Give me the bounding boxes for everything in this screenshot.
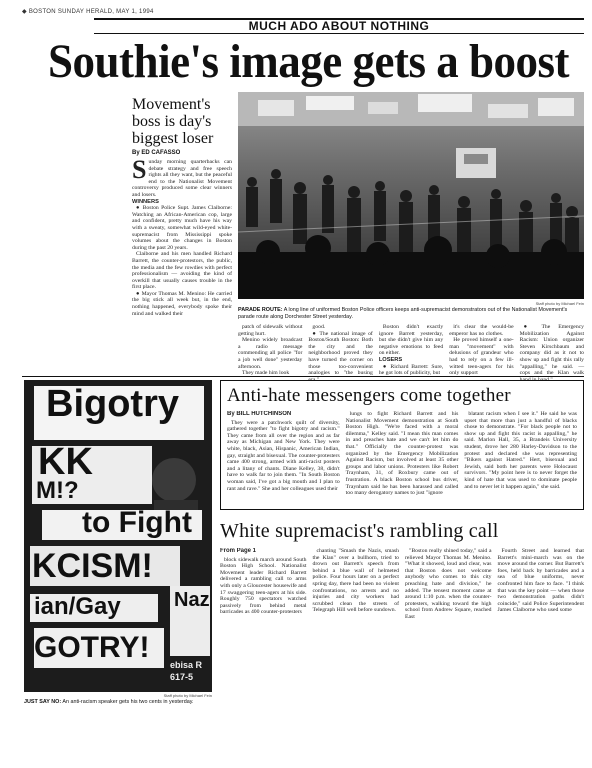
story1-losers-label: LOSERS bbox=[378, 356, 403, 363]
sign-line-6: Naz bbox=[174, 589, 210, 611]
story1-p3: ● Mayor Thomas M. Menino: He carried the big stick all week but, in the end, nothing happened, everybody spoke their mind and walked their bbox=[132, 290, 232, 317]
story2-col3-text: blatant racism when I see it." He said he was upset that more than just a handful of blacks chose to demonstrate. "For black people not to show up and fight this racist is appalling," he said. Marlon Hall, 35, a Brandeis University student, drove her 280 Harley-Davidson to the protest and declared she was representing "Bikers against Hatred." Hert, bisexual and Jewish, said both her parents were Holocaust survivors. "My point here is to never forget the kind of hate that was used to dominate people and to never let it happen again," she said. bbox=[464, 411, 577, 490]
story1-col3a: good. bbox=[312, 324, 326, 330]
parade-caption-label: PARADE ROUTE: bbox=[238, 307, 283, 313]
story3-col2-text: chanting "Smash the Nazis, smash the Klan" over a bullhorn, tried to drown out Barrett's speech from behind a blue wall of helmeted police. Four hours later on a perfect spring day, there had been no violent confrontations, no arrests and no injuries and city workers had scrubbed clean the streets of Telegraph Hill well before sundown. bbox=[312, 548, 399, 614]
story1-continued bbox=[238, 324, 585, 383]
sign-caption-label: JUST SAY NO: bbox=[24, 699, 62, 705]
section-title: MUCH ADO ABOUT NOTHING bbox=[248, 19, 430, 33]
story2-headline: Anti-hate messengers come together bbox=[227, 385, 511, 406]
story1-byline: By ED CAFASSO bbox=[132, 150, 181, 156]
story1-col4 bbox=[378, 324, 444, 377]
story3-col4 bbox=[498, 548, 585, 708]
story2-col2 bbox=[346, 411, 459, 507]
story1-col2b: Menino widely broadcast a radio message commending all police "for a job well done" yesterday afternoon. bbox=[238, 337, 303, 370]
story2-col1-text: They were a patchwork quilt of diversity, gathered together "to fight bigotry and racism." They came from all over the region and as far away as Michigan and New York. They were white, black, Asian, Hispanic, American Indian, gay, straight and bisexual. The counter-protesters came 400 strong, armed with anti-racist posters and a litany of chants. Diane Kelley, 38, didn't have to walk far to join them. "In South Boston woman said, I've got a big mouth and I plan to rant and rave." She and her colleagues used their bbox=[227, 419, 340, 492]
story3-col2 bbox=[313, 548, 400, 708]
sign-photo-caption bbox=[24, 699, 212, 706]
story1-winners-label: WINNERS bbox=[132, 198, 159, 205]
sign-line-4: to Fight bbox=[82, 506, 192, 539]
story2-body bbox=[227, 411, 577, 507]
sign-photo-credit: Staff photo by Michael Fein bbox=[163, 693, 212, 698]
sign-caption-text: An anti-racism speaker gets his two cents in yesterday. bbox=[62, 699, 194, 705]
sign-line-1: Bigotry bbox=[46, 383, 179, 425]
story3-col3 bbox=[405, 548, 492, 708]
main-headline: Southie's image gets a boost bbox=[48, 34, 570, 88]
story1-left-column bbox=[132, 150, 232, 317]
story3-headline: White supremacist's rambling call bbox=[220, 520, 499, 542]
story1-col2a: patch of sidewalk without getting hurt. bbox=[238, 324, 303, 337]
story3-col1 bbox=[220, 548, 307, 708]
sign-line-7: ian/Gay bbox=[34, 593, 121, 620]
section-divider bbox=[22, 376, 584, 377]
story1-body bbox=[132, 155, 232, 317]
parade-caption-text: A long line of uniformed Boston Police officers keeps anti-supremacist demonstrators out of the Nationalist Movement's parade route along Dorchester Street yesterday. bbox=[238, 307, 568, 320]
story1-col6a: ● The Emergency Mobilization Against Racism: Union organizer Steven Kirschbaum and company did as it not to show up and fight this rally "appalling," he said. — cops and the Klan walk hand in hand." bbox=[519, 324, 585, 383]
story1-col5b: He proved himself a one-man "movement" with delusions of grandeur who had to rely on a few ill-witted teen-agers for his only support bbox=[449, 337, 514, 377]
story2-col1 bbox=[227, 411, 340, 507]
sign-line-8: GOTRY! bbox=[34, 631, 150, 664]
story2-box bbox=[220, 380, 584, 510]
story1-col4b: ● Richard Barrett: Sure, he got lots of publicity, but bbox=[378, 363, 444, 377]
story2-col3 bbox=[464, 411, 577, 507]
sign-line-10: 617-5 bbox=[170, 672, 194, 682]
section-bar bbox=[94, 18, 584, 34]
sign-line-5: KCISM! bbox=[32, 547, 153, 585]
story1-col5 bbox=[449, 324, 514, 377]
sign-line-2: KK bbox=[38, 441, 93, 483]
story1-col3b: ● The national image of Boston/South Boston: Both the city and the neighborhood proved they have turned the corner on those too-convenient analogies to "the busing era." bbox=[308, 330, 373, 383]
sign-line-3: M!? bbox=[36, 477, 79, 504]
story2-col2-text: lungs to fight Richard Barrett and his Nationalist Movement demonstration at South Boston High. "We're faced with a moral dilemma," Kelley said. "I mean this man comes in and preaches hate and we can't let him do that." Officially the counter-protest was organized by the Emergency Mobilization Against Racism, but involved at least 35 other groups and labor unions. Protesters like Robert Traynham, 31, of Roxbury came out of frustration. A black Boston school bus driver, Traynham said he has been harassed and called too many derogatory names to just "ignore bbox=[345, 411, 459, 497]
story1-deck: Movement's boss is day's biggest loser bbox=[132, 96, 214, 147]
parade-photo-caption bbox=[238, 307, 584, 320]
story2-byline: By BILL HUTCHINSON bbox=[227, 411, 292, 417]
parade-photo bbox=[238, 92, 584, 299]
story3-col3-text: "Boston really shined today," said a relieved Mayor Thomas M. Menino. "What it showed, loud and clear, was that Boston does not welcome anybody who comes to this city preaching hate and division," he added. The tensest moment came at around 1:10 p.m. when the counter-protesters, walking toward the high school from Andrew Square, reached East bbox=[405, 548, 492, 620]
story1-p1: ● Boston Police Supt. James Claiborne: Watching an African-American cop, large and confident, pretty much have his way with a sweaty, somewhat wild-eyed white-supremacist from Mississippi spoke volumes about the changes in Boston during the past 20 years. bbox=[132, 205, 232, 251]
story3-col1-text: block sidewalk march around South Boston High School. Nationalist Movement leader Richard Barrett delivered a rambling call to arms with only a Gloucester housewife and 17 swaggering teen-agers at his side. Roughly 750 spectators watched passively from behind metal barricades as 400 counter-protesters bbox=[220, 556, 307, 616]
story1-col4a: Boston didn't exactly ignore Barrett yesterday, but she didn't give him any negative emotions to feed on either. bbox=[378, 324, 444, 357]
story1-dropcap: S bbox=[132, 155, 147, 184]
story1-p2: Claiborne and his men handled Richard Barrett, the counter-protestors, the public, the media and the few rowdies with perfect professionalism — avoiding the kind of overkill that usually causes trouble in the first place. bbox=[132, 251, 232, 291]
story3-from: From Page 1 bbox=[220, 548, 257, 554]
story1-col3 bbox=[308, 324, 373, 383]
sign-line-9: ebisa R bbox=[170, 660, 203, 670]
story1-lead: unday morning quarterbacks can debate strategy and free speech rights all they want, but the peaceful end to the Nationalist Movement controversy produced some clear winners and losers. bbox=[132, 159, 232, 198]
parade-photo-credit: Staff photo by Michael Fein bbox=[535, 301, 584, 306]
page-folio: ◆ BOSTON SUNDAY HERALD, MAY 1, 1994 bbox=[22, 9, 154, 15]
story1-col2 bbox=[238, 324, 303, 377]
story3-body bbox=[220, 548, 584, 708]
story1-col5a: it's clear the would-be emperor has no clothes. bbox=[449, 324, 514, 337]
story1-col6 bbox=[519, 324, 585, 383]
bigotry-sign-photo bbox=[24, 380, 212, 692]
story3-col4-text: Fourth Street and learned that Barrett's mini-march was on the move around the corner. But Barrett's foes, held back by barricades and a sea of blue uniforms, never confronted him face to face. "I think that was the key point — when those two demonstration paths didn't coincide," said Police Superintendent James Claiborne who used some bbox=[497, 548, 584, 614]
parade-crowd-image bbox=[238, 92, 584, 299]
story1-col2c: They made him look bbox=[242, 370, 290, 377]
